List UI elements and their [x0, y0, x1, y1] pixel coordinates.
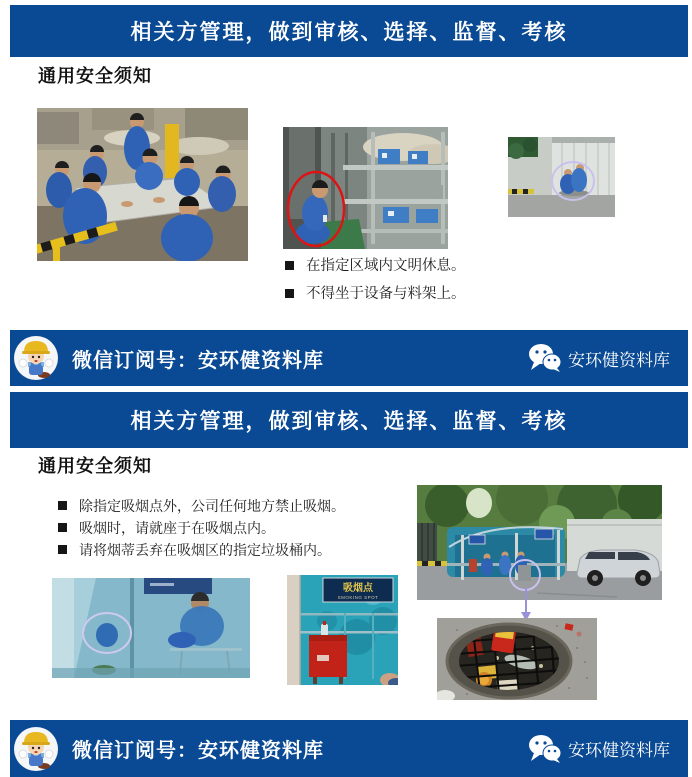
bullet-text: 在指定区域内文明休息。: [306, 258, 466, 274]
photo-smoking-spot-sign: [287, 575, 398, 685]
worker-avatar-icon: [14, 336, 58, 380]
photo-smoking-area-through-glass: [52, 578, 250, 678]
wechat-account-group: [528, 734, 670, 764]
annotation-arrow-down: [519, 588, 533, 622]
smoking-spot-sign: [323, 578, 393, 602]
bullet-text: 不得坐于设备与料架上。: [306, 286, 466, 302]
slide-2-header-bar: [10, 392, 688, 448]
bullet-marker: [285, 289, 294, 298]
photo-shelter-illustration: [417, 485, 662, 600]
photo-glass-illustration: [52, 578, 250, 678]
photo-smoking-shelter-outdoor: [417, 485, 662, 600]
bullet-item: [58, 539, 345, 561]
wechat-account-name: 安环健资料库: [568, 741, 670, 760]
bullet-marker: [58, 501, 67, 510]
smoking-sign-cn: 吸烟点: [343, 583, 373, 594]
photo-equipment-illustration: [283, 127, 448, 249]
photo-smoking-spot-illustration: [287, 575, 398, 685]
photo-workers-resting-at-table: [37, 108, 248, 261]
ashtray-bin: [518, 565, 531, 581]
wechat-account-group: [528, 343, 670, 373]
photo-ashtray-bin-closeup: [437, 618, 597, 700]
photo-ashtray-illustration: [437, 618, 597, 700]
bullet-text: 除指定吸烟点外，公司任何地方禁止吸烟。: [79, 498, 345, 514]
slide-2-section-title: 通用安全须知: [38, 456, 152, 476]
photo-workers-crouching-outdoors: [508, 137, 615, 217]
photo-worker-sitting-on-equipment: [283, 127, 448, 249]
slide-2-footer-bar: [10, 720, 688, 777]
worker-avatar-icon: [14, 727, 58, 771]
subscription-account-label: 微信订阅号：安环健资料库: [72, 740, 324, 762]
bullet-item: [58, 495, 345, 517]
smoking-shelter: [447, 527, 565, 580]
slide-1-section-title: 通用安全须知: [38, 66, 152, 86]
bullet-marker: [58, 545, 67, 554]
bullet-text: 请将烟蒂丢弃在吸烟区的指定垃圾桶内。: [79, 542, 331, 558]
bullet-marker: [285, 261, 294, 270]
crouching-figure: [96, 623, 118, 647]
subscription-account-label: 微信订阅号：安环健资料库: [72, 349, 324, 372]
slide-1-header-bar: [10, 5, 688, 57]
wechat-icon: [528, 343, 562, 373]
bullet-text: 吸烟时，请就座于在吸烟点内。: [79, 520, 275, 536]
slide-2-header-title: 相关方管理，做到审核、选择、监督、考核: [130, 410, 568, 433]
bullet-item: [285, 252, 466, 280]
slide-1-footer-bar: [10, 330, 688, 386]
slide-1-header-title: 相关方管理，做到审核、选择、监督、考核: [130, 21, 568, 44]
slide-2-bullet-list: [58, 495, 345, 561]
bullet-marker: [58, 523, 67, 532]
wechat-account-name: 安环健资料库: [568, 350, 670, 370]
slide-1-bullet-list: [285, 252, 466, 308]
photo-workers-resting-illustration: [37, 108, 248, 261]
bullet-item: [58, 517, 345, 539]
photo-outdoors-illustration: [508, 137, 615, 217]
bullet-item: [285, 280, 466, 308]
wechat-icon: [528, 734, 562, 764]
smoking-sign-en: SMOKING SPOT: [337, 595, 379, 600]
